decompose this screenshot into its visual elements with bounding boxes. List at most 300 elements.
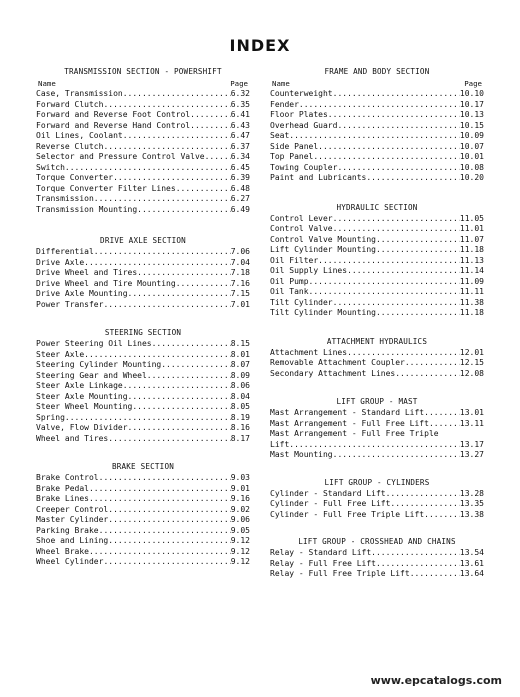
dot-leader xyxy=(376,559,460,570)
index-entry xyxy=(270,408,484,419)
index-entry xyxy=(36,413,250,424)
dot-leader xyxy=(89,484,231,495)
dot-leader xyxy=(299,100,460,111)
left-column xyxy=(36,66,250,568)
column-header-page: Page xyxy=(230,79,248,88)
dot-leader xyxy=(103,300,230,311)
index-entry xyxy=(270,121,484,132)
column-header xyxy=(36,78,250,89)
entry-label: Forward Clutch xyxy=(36,99,104,109)
entry-label: Brake Pedal xyxy=(36,483,89,493)
index-entry xyxy=(36,258,250,269)
entry-page: 8.15 xyxy=(230,339,250,348)
entry-label: Control Valve Mounting xyxy=(270,234,376,244)
entry-page: 9.12 xyxy=(230,536,250,545)
dot-leader xyxy=(376,235,460,246)
entry-label: Cylinder - Full Free Triple Lift xyxy=(270,509,425,519)
index-entry xyxy=(36,339,250,350)
entry-page: 10.09 xyxy=(459,131,484,140)
dot-leader xyxy=(337,163,459,174)
entry-page: 13.11 xyxy=(459,418,484,428)
index-entry xyxy=(36,279,250,290)
section-title: LIFT GROUP - MAST xyxy=(336,397,418,406)
entry-label: Brake Lines xyxy=(36,494,89,503)
index-entry xyxy=(36,131,250,142)
dot-leader xyxy=(108,505,230,516)
dot-leader xyxy=(176,279,231,290)
index-entry xyxy=(36,515,250,526)
entry-page: 8.16 xyxy=(230,423,250,432)
dot-leader xyxy=(410,569,460,580)
dot-leader xyxy=(94,247,231,258)
index-entry xyxy=(36,268,250,279)
entry-page: 9.16 xyxy=(230,494,250,503)
index-entry xyxy=(270,440,484,451)
index-entry xyxy=(270,510,484,521)
dot-leader xyxy=(205,152,231,163)
entry-page: 11.07 xyxy=(459,234,484,244)
entry-label: Drive Wheel and Tires xyxy=(36,268,138,277)
section-spacer xyxy=(36,215,250,235)
index-entry xyxy=(270,256,484,267)
dot-leader xyxy=(309,277,460,288)
entry-page: 9.12 xyxy=(230,546,250,556)
dot-leader xyxy=(190,110,231,121)
section-hydraulic-section xyxy=(270,202,484,319)
entry-label: Creeper Control xyxy=(36,504,109,514)
section-title: FRAME AND BODY SECTION xyxy=(324,67,430,76)
index-entry xyxy=(270,131,484,142)
section-lift-group-crosshead-and-chains xyxy=(270,536,484,580)
index-entry xyxy=(36,205,250,216)
entry-label: Transmission Mounting xyxy=(36,204,138,214)
index-entry xyxy=(36,121,250,132)
index-entry xyxy=(270,499,484,510)
index-entry xyxy=(36,381,250,392)
entry-page: 12.01 xyxy=(459,347,484,357)
section-title: DRIVE AXLE SECTION xyxy=(100,236,186,245)
entry-page: 10.01 xyxy=(459,152,484,161)
entry-page: 6.47 xyxy=(230,131,250,140)
dot-leader xyxy=(289,131,460,142)
entry-page: 7.18 xyxy=(230,268,250,277)
entry-label: Wheel Cylinder xyxy=(36,557,104,566)
entry-label: Secondary Attachment Lines xyxy=(270,368,396,378)
dot-leader xyxy=(65,163,231,174)
index-entry xyxy=(270,163,484,174)
entry-page: 10.07 xyxy=(459,141,484,151)
column-header xyxy=(270,78,484,89)
entry-page: 8.07 xyxy=(230,360,250,369)
entry-label: Torque Converter Filter Lines xyxy=(36,183,176,193)
section-spacer xyxy=(36,444,250,461)
entry-label: Wheel and Tires xyxy=(36,433,109,443)
index-entry xyxy=(36,505,250,516)
entry-page: 13.17 xyxy=(459,439,484,449)
index-entry xyxy=(270,89,484,100)
entry-page: 6.35 xyxy=(230,99,250,109)
entry-label: Relay - Full Free Lift xyxy=(270,558,376,568)
entry-label: Power Transfer xyxy=(36,299,104,309)
entry-label: Floor Plates xyxy=(270,110,328,119)
dot-leader xyxy=(123,89,231,100)
entry-page: 6.37 xyxy=(230,141,250,151)
entry-page: 6.49 xyxy=(230,204,250,214)
entry-label: Control Lever xyxy=(270,213,333,223)
entry-page: 6.45 xyxy=(230,162,250,172)
entry-label: Mast Arrangement - Full Free Lift xyxy=(270,418,429,428)
index-entry xyxy=(270,358,484,369)
index-entry xyxy=(36,526,250,537)
index-entry xyxy=(36,89,250,100)
dot-leader xyxy=(424,408,460,419)
entry-label: Attachment Lines xyxy=(270,347,348,357)
entry-page: 6.41 xyxy=(230,110,250,119)
entry-page: 10.08 xyxy=(459,162,484,172)
index-entry xyxy=(36,184,250,195)
index-entry xyxy=(270,548,484,559)
entry-page: 6.34 xyxy=(230,152,250,161)
entry-label: Master Cylinder xyxy=(36,515,109,524)
entry-label: Lift Cylinder Mounting xyxy=(270,245,376,254)
dot-leader xyxy=(108,536,230,547)
entry-page: 7.16 xyxy=(230,278,250,288)
entry-page: 11.14 xyxy=(459,266,484,275)
entry-label: Paint and Lubricants xyxy=(270,173,367,182)
index-entry xyxy=(270,569,484,580)
index-entry xyxy=(270,277,484,288)
entry-label: Mast Mounting xyxy=(270,450,333,459)
dot-leader xyxy=(333,224,460,235)
index-entry xyxy=(36,402,250,413)
index-entry xyxy=(36,142,250,153)
entry-label: Drive Axle Mounting xyxy=(36,289,128,298)
entry-label: Switch xyxy=(36,162,65,172)
entry-label: Cylinder - Full Free Lift xyxy=(270,499,391,508)
dot-leader xyxy=(128,289,231,300)
entry-label: Spring xyxy=(36,412,65,422)
section-drive-axle-section xyxy=(36,235,250,310)
entry-label: Seat xyxy=(270,131,290,140)
index-entry xyxy=(270,266,484,277)
dot-leader xyxy=(390,499,459,510)
index-entry xyxy=(36,484,250,495)
section-spacer xyxy=(270,520,484,536)
dot-leader xyxy=(429,419,460,430)
entry-page: 8.05 xyxy=(230,402,250,411)
dot-leader xyxy=(333,89,460,100)
entry-page: 6.43 xyxy=(230,120,250,130)
dot-leader xyxy=(190,121,231,132)
entry-label: Brake Control xyxy=(36,473,99,482)
column-header-page: Page xyxy=(464,79,482,88)
index-entry xyxy=(270,245,484,256)
dot-leader xyxy=(128,423,231,434)
entry-label: Steer Axle Linkage xyxy=(36,381,123,390)
dot-leader xyxy=(84,258,231,269)
dot-leader xyxy=(366,173,460,184)
index-entry xyxy=(270,235,484,246)
index-entry xyxy=(270,224,484,235)
entry-page: 8.01 xyxy=(230,349,250,359)
index-entry xyxy=(270,419,484,430)
dot-leader xyxy=(113,173,231,184)
entry-page: 9.12 xyxy=(230,557,250,566)
index-entry xyxy=(36,473,250,484)
dot-leader xyxy=(376,245,460,256)
entry-label: Relay - Standard Lift xyxy=(270,548,372,557)
index-entry xyxy=(36,423,250,434)
entry-label: Steer Axle Mounting xyxy=(36,391,128,401)
dot-leader xyxy=(99,473,231,484)
entry-label: Control Valve xyxy=(270,224,333,233)
entry-page: 12.08 xyxy=(459,368,484,378)
entry-label: Tilt Cylinder xyxy=(270,297,333,307)
entry-page: 8.09 xyxy=(230,370,250,380)
entry-page: 6.32 xyxy=(230,89,250,98)
entry-page: 9.03 xyxy=(230,473,250,482)
entry-label: Selector and Pressure Control Valve xyxy=(36,152,205,161)
dot-leader xyxy=(147,371,231,382)
section-title: LIFT GROUP - CYLINDERS xyxy=(324,477,430,487)
entry-page: 7.15 xyxy=(230,289,250,298)
entry-page: 8.19 xyxy=(230,412,250,422)
index-entry xyxy=(270,450,484,461)
entry-page: 6.48 xyxy=(230,183,250,193)
section-frame-and-body-section xyxy=(270,66,484,184)
entry-page: 6.27 xyxy=(230,194,250,203)
entry-page: 10.15 xyxy=(459,120,484,130)
dot-leader xyxy=(333,214,460,225)
index-entry xyxy=(36,247,250,258)
section-title: STEERING SECTION xyxy=(104,328,182,337)
entry-page: 10.13 xyxy=(459,110,484,119)
entry-page: 11.05 xyxy=(459,213,484,223)
entry-page: 9.01 xyxy=(230,483,250,493)
dot-leader xyxy=(89,547,231,558)
index-entry xyxy=(270,429,484,440)
entry-label: Oil Lines, Coolant xyxy=(36,131,123,140)
index-entry xyxy=(270,100,484,111)
index-entry xyxy=(36,494,250,505)
index-entry xyxy=(36,371,250,382)
section-spacer xyxy=(270,319,484,336)
section-title: BRAKE SECTION xyxy=(111,462,175,471)
section-title: TRANSMISSION SECTION - POWERSHIFT xyxy=(64,67,222,76)
section-spacer xyxy=(270,461,484,477)
entry-page: 11.11 xyxy=(459,287,484,296)
entry-label: Mast Arrangement - Standard Lift xyxy=(270,408,425,417)
entry-label: Fender xyxy=(270,99,299,109)
entry-label: Transmission xyxy=(36,194,94,203)
entry-label: Torque Converter xyxy=(36,173,114,182)
dot-leader xyxy=(395,369,460,380)
entry-label: Counterweight xyxy=(270,89,333,98)
entry-label: Differential xyxy=(36,247,94,256)
dot-leader xyxy=(309,287,460,298)
index-entry xyxy=(36,547,250,558)
dot-leader xyxy=(347,266,460,277)
index-entry xyxy=(36,392,250,403)
entry-label: Forward and Reverse Hand Control xyxy=(36,120,191,130)
entry-label: Power Steering Oil Lines xyxy=(36,339,152,348)
index-entry xyxy=(270,348,484,359)
section-spacer xyxy=(270,379,484,396)
dot-leader xyxy=(94,194,231,205)
dot-leader xyxy=(333,450,460,461)
dot-leader xyxy=(333,298,460,309)
entry-label: Top Panel xyxy=(270,152,314,161)
entry-page: 8.17 xyxy=(230,433,250,443)
dot-leader xyxy=(123,131,231,142)
entry-page: 13.64 xyxy=(459,569,484,578)
entry-label: Towing Coupler xyxy=(270,162,338,172)
dot-leader xyxy=(424,510,460,521)
index-entry xyxy=(270,110,484,121)
dot-leader xyxy=(137,205,231,216)
dot-leader xyxy=(108,434,230,445)
dot-leader xyxy=(337,121,459,132)
dot-leader xyxy=(371,548,460,559)
entry-label: Valve, Flow Divider xyxy=(36,423,128,432)
watermark-url: www.epcatalogs.com xyxy=(370,674,502,687)
index-entry xyxy=(36,350,250,361)
dot-leader xyxy=(161,360,231,371)
entry-page: 7.04 xyxy=(230,257,250,267)
index-entry xyxy=(270,489,484,500)
index-entry xyxy=(36,163,250,174)
dot-leader xyxy=(176,184,231,195)
entry-page: 9.02 xyxy=(230,504,250,514)
entry-label: Oil Pump xyxy=(270,276,309,286)
dot-leader xyxy=(103,557,230,568)
entry-page: 11.13 xyxy=(459,255,484,265)
entry-label: Steering Gear and Wheel xyxy=(36,370,147,380)
entry-page: 13.35 xyxy=(459,499,484,508)
dot-leader xyxy=(152,339,231,350)
dot-leader xyxy=(108,515,230,526)
section-steering-section xyxy=(36,327,250,444)
dot-leader xyxy=(89,494,231,505)
index-entry xyxy=(270,173,484,184)
entry-label: Steer Wheel Mounting xyxy=(36,402,133,411)
dot-leader xyxy=(347,348,460,359)
dot-leader xyxy=(318,256,460,267)
section-transmission-section-powershift xyxy=(36,66,250,215)
entry-page: 13.54 xyxy=(459,548,484,557)
entry-label: Tilt Cylinder Mounting xyxy=(270,308,376,317)
entry-page: 10.20 xyxy=(459,173,484,182)
entry-label: Shoe and Lining xyxy=(36,536,109,545)
dot-leader xyxy=(84,350,231,361)
index-entry xyxy=(270,369,484,380)
page-title: INDEX xyxy=(229,36,291,55)
index-entry xyxy=(36,152,250,163)
index-entry xyxy=(36,100,250,111)
dot-leader xyxy=(376,308,460,319)
section-attachment-hydraulics xyxy=(270,336,484,380)
entry-label: Oil Tank xyxy=(270,287,309,296)
entry-label: Drive Axle xyxy=(36,257,85,267)
entry-label: Cylinder - Standard Lift xyxy=(270,488,386,498)
entry-label: Overhead Guard xyxy=(270,120,338,130)
entry-label: Side Panel xyxy=(270,141,319,151)
entry-page: 13.01 xyxy=(459,408,484,417)
dot-leader xyxy=(132,402,230,413)
section-title: HYDRAULIC SECTION xyxy=(336,202,418,212)
entry-page: 9.06 xyxy=(230,515,250,524)
entry-label: Oil Supply Lines xyxy=(270,266,348,275)
index-entry xyxy=(270,287,484,298)
dot-leader xyxy=(128,392,231,403)
entry-page: 8.04 xyxy=(230,391,250,401)
entry-label: Case, Transmission xyxy=(36,89,123,98)
index-entry xyxy=(270,152,484,163)
dot-leader xyxy=(103,100,230,111)
dot-leader xyxy=(313,152,460,163)
section-brake-section xyxy=(36,461,250,568)
index-entry xyxy=(36,300,250,311)
dot-leader xyxy=(123,381,231,392)
entry-page: 10.10 xyxy=(459,89,484,98)
dot-leader xyxy=(318,142,460,153)
index-entry xyxy=(270,214,484,225)
column-header-name: Name xyxy=(272,79,290,88)
entry-page: 11.18 xyxy=(459,245,484,254)
entry-page: 7.01 xyxy=(230,299,250,309)
section-lift-group-cylinders xyxy=(270,477,484,521)
entry-label: Steering Cylinder Mounting xyxy=(36,360,162,369)
index-entry xyxy=(36,289,250,300)
index-entry xyxy=(36,434,250,445)
index-entry xyxy=(36,110,250,121)
index-entry xyxy=(270,308,484,319)
entry-label: Lift xyxy=(270,439,290,449)
index-entry xyxy=(36,173,250,184)
section-spacer xyxy=(36,310,250,327)
entry-page: 6.39 xyxy=(230,173,250,182)
index-entry xyxy=(270,559,484,570)
dot-leader xyxy=(99,526,231,537)
entry-page: 13.61 xyxy=(459,558,484,568)
section-lift-group-mast xyxy=(270,396,484,461)
index-entry xyxy=(36,557,250,568)
entry-page: 9.05 xyxy=(230,525,250,535)
dot-leader xyxy=(65,413,231,424)
entry-label: Wheel Brake xyxy=(36,546,89,556)
entry-page: 13.38 xyxy=(459,509,484,519)
entry-label: Removable Attachment Coupler xyxy=(270,358,405,367)
dot-leader xyxy=(289,440,460,451)
entry-page: 11.09 xyxy=(459,276,484,286)
dot-leader xyxy=(386,489,460,500)
dot-leader xyxy=(137,268,231,279)
entry-page: 11.38 xyxy=(459,297,484,307)
entry-label: Mast Arrangement - Full Free Triple xyxy=(270,429,439,438)
entry-page: 10.17 xyxy=(459,99,484,109)
entry-page: 13.28 xyxy=(459,488,484,498)
entry-label: Forward and Reverse Foot Control xyxy=(36,110,191,119)
entry-page: 13.27 xyxy=(459,450,484,459)
entry-label: Parking Brake xyxy=(36,525,99,535)
entry-label: Reverse Clutch xyxy=(36,141,104,151)
index-entry xyxy=(36,360,250,371)
entry-label: Steer Axle xyxy=(36,349,85,359)
entry-label: Relay - Full Free Triple Lift xyxy=(270,569,410,578)
column-header-name: Name xyxy=(38,79,56,88)
right-column xyxy=(270,66,484,580)
entry-page: 7.06 xyxy=(230,247,250,256)
